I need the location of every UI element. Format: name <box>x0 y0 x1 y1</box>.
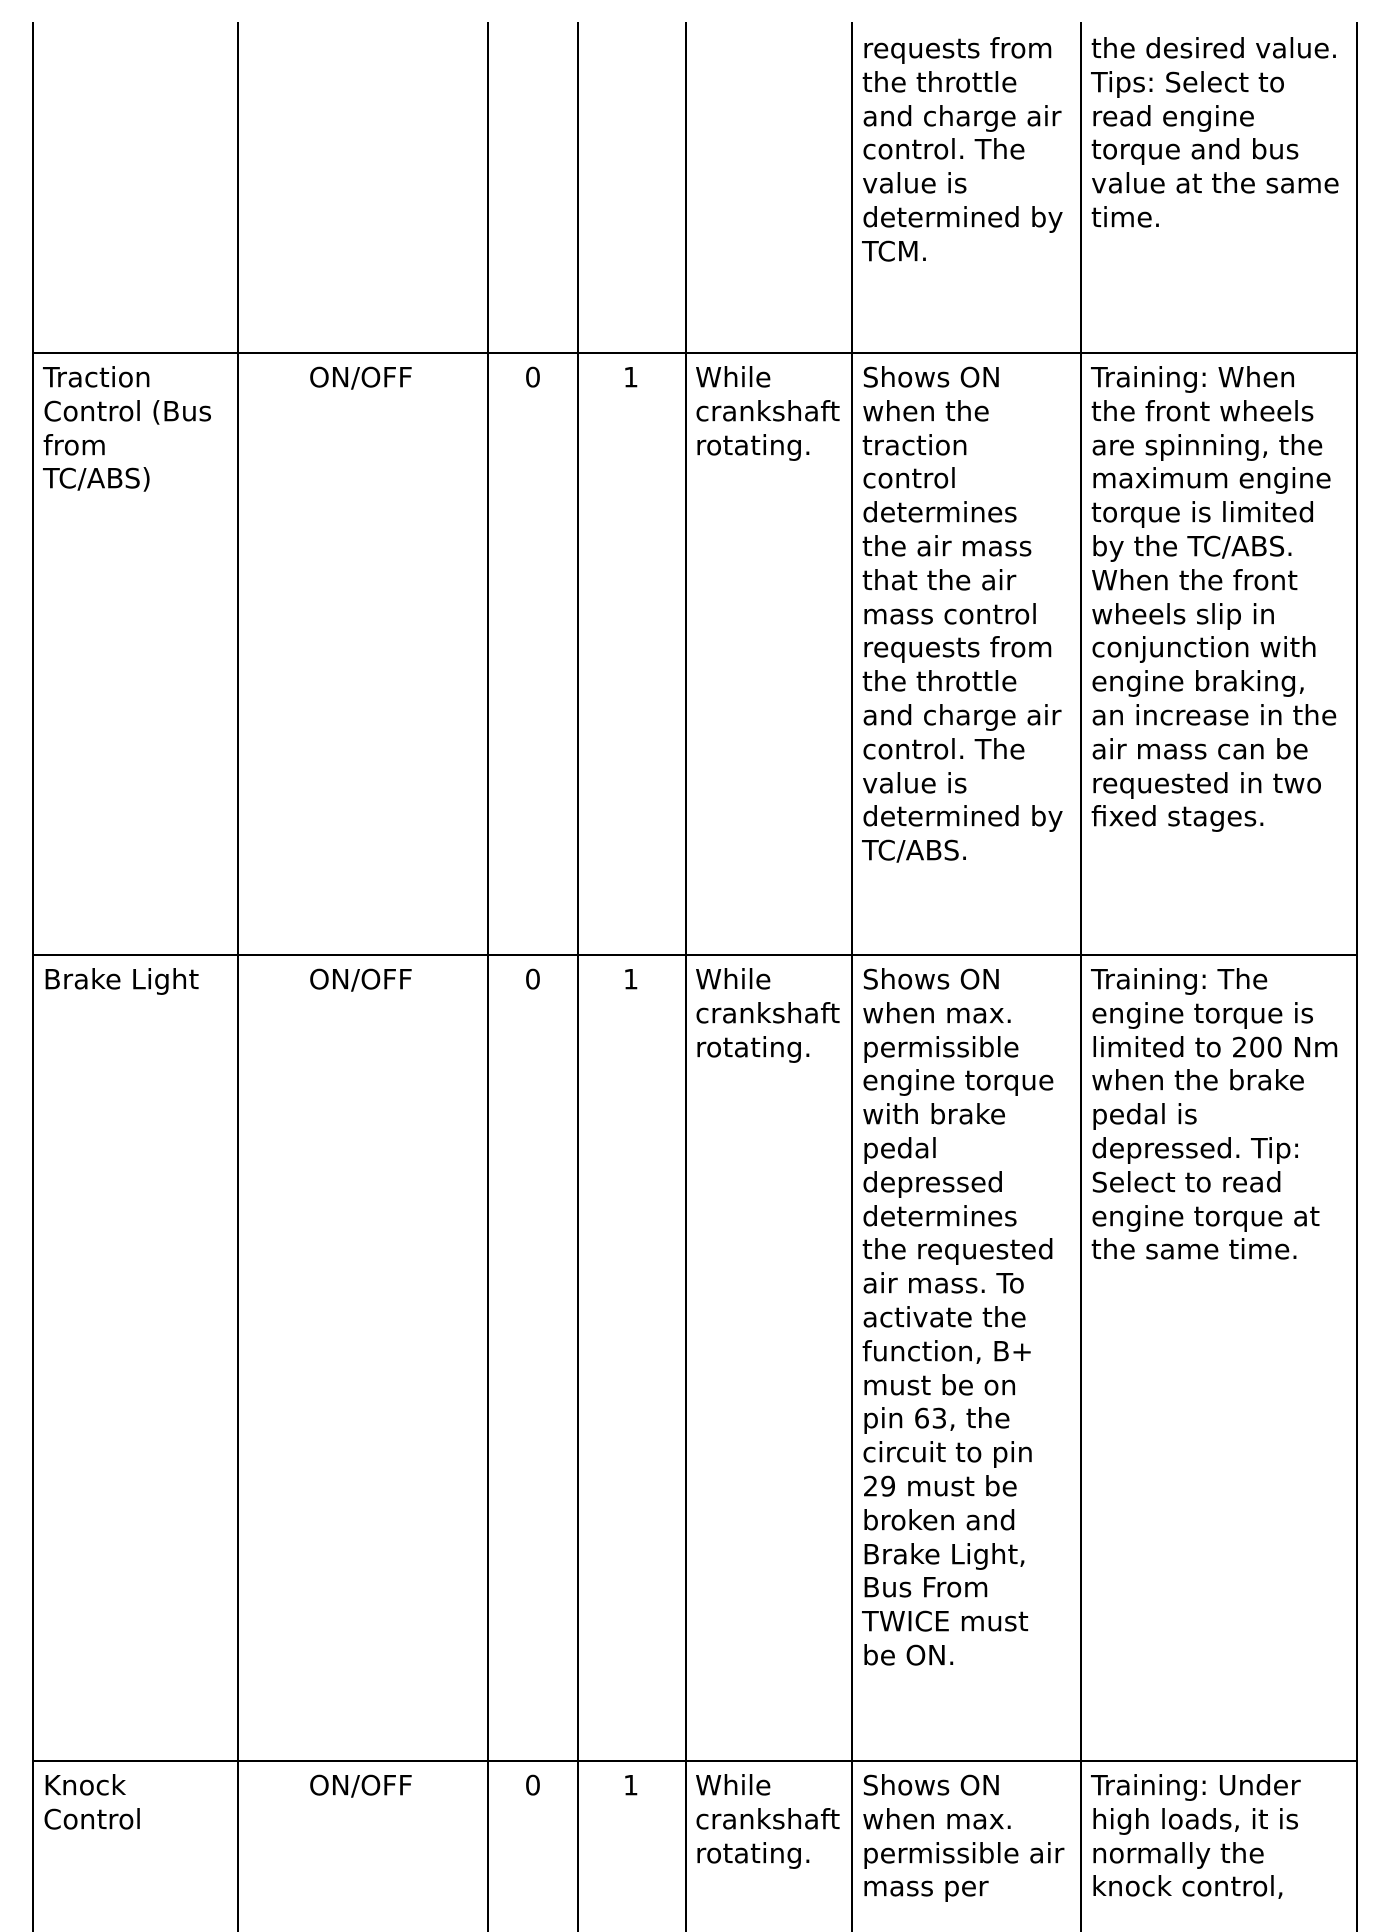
notes-cell-line: engine braking, <box>1091 666 1307 699</box>
notes-cell-line: When the front <box>1091 564 1299 597</box>
condition-cell-line: While <box>695 964 772 996</box>
row-rule <box>32 954 1358 956</box>
notes-cell-line: an increase in the <box>1091 699 1338 732</box>
notes-cell-line: wheels slip in <box>1091 598 1277 631</box>
parameter-name-cell-line: Control <box>43 1803 143 1836</box>
description-cell-line: depressed <box>862 1166 1005 1199</box>
notes-cell-line: torque and bus <box>1091 134 1300 167</box>
notes-cell-line: are spinning, the <box>1091 429 1324 462</box>
description-cell-line: requests from <box>862 632 1054 665</box>
notes-cell-line: depressed. Tip: <box>1091 1132 1302 1165</box>
description-cell-line: air mass. To <box>862 1268 1026 1301</box>
parameter-name-cell <box>43 362 213 497</box>
description-cell-line: when max. <box>862 997 1014 1030</box>
description-cell-line: mass per <box>862 1871 989 1904</box>
unit-cell: ON/OFF <box>308 362 414 394</box>
notes-cell-line: pedal is <box>1091 1099 1199 1132</box>
notes-cell-line: high loads, it is <box>1091 1803 1300 1836</box>
notes-cell <box>1091 964 1340 1268</box>
description-cell-line: and charge air <box>862 699 1062 732</box>
column-rule <box>851 22 853 1932</box>
description-cell-line: value is <box>862 767 968 800</box>
description-cell-line: control <box>862 463 958 496</box>
unit-cell: ON/OFF <box>308 964 414 996</box>
column-rule <box>32 22 34 1932</box>
parameter-name-cell-line: Brake Light <box>43 964 200 996</box>
condition-cell-line: rotating. <box>695 1837 813 1870</box>
description-cell-line: function, B+ <box>862 1335 1034 1368</box>
description-cell-line: Brake Light, <box>862 1538 1027 1571</box>
parameter-name-cell-line: Traction <box>43 362 152 394</box>
description-cell-line: with brake <box>862 1099 1007 1132</box>
description-cell-line: pin 63, the <box>862 1403 1011 1436</box>
notes-cell-line: the front wheels <box>1091 395 1315 428</box>
notes-cell-line: conjunction with <box>1091 632 1318 665</box>
description-cell-line: the throttle <box>862 666 1018 699</box>
notes-cell-line: requested in two <box>1091 767 1323 800</box>
notes-cell-line: fixed stages. <box>1091 801 1267 834</box>
condition-cell-line: While <box>695 1770 772 1802</box>
condition-cell <box>695 964 840 1065</box>
description-cell-line: requests from <box>862 33 1054 65</box>
description-cell-line: the air mass <box>862 530 1033 563</box>
notes-cell-line: torque is limited <box>1091 497 1316 530</box>
description-cell-line: control. The <box>862 134 1026 167</box>
condition-cell-line: crankshaft <box>695 997 841 1030</box>
notes-cell-line: normally the <box>1091 1837 1266 1870</box>
column-rule <box>1356 22 1358 1932</box>
min-value-cell: 0 <box>524 362 542 394</box>
description-cell-line: must be on <box>862 1369 1018 1402</box>
description-cell-line: circuit to pin <box>862 1437 1035 1470</box>
min-value-cell: 0 <box>524 964 542 996</box>
notes-cell-line: Tips: Select to <box>1091 66 1286 99</box>
condition-cell <box>695 362 840 463</box>
description-cell-line: permissible <box>862 1031 1020 1064</box>
notes-cell-line: knock control, <box>1091 1871 1286 1904</box>
description-cell-line: value is <box>862 168 968 201</box>
notes-cell-line: Training: Under <box>1091 1770 1301 1802</box>
notes-cell-line: air mass can be <box>1091 733 1310 766</box>
notes-cell-line: the same time. <box>1091 1234 1300 1267</box>
notes-cell-line: maximum engine <box>1091 463 1333 496</box>
notes-cell-line: limited to 200 Nm <box>1091 1031 1340 1064</box>
max-value-cell: 1 <box>622 964 640 996</box>
condition-cell-line: While <box>695 362 772 394</box>
parameter-name-cell <box>43 1770 142 1838</box>
notes-cell-line: Training: The <box>1091 964 1269 996</box>
condition-cell <box>695 1770 840 1871</box>
description-cell-line: Shows ON <box>862 964 1002 996</box>
description-cell-line: mass control <box>862 598 1039 631</box>
column-rule <box>685 22 687 1932</box>
notes-cell-line: Training: When <box>1091 362 1297 394</box>
description-cell-line: pedal <box>862 1132 939 1165</box>
description-cell-line: that the air <box>862 564 1017 597</box>
description-cell-line: permissible air <box>862 1837 1065 1870</box>
parameter-name-cell-line: TC/ABS) <box>43 463 153 496</box>
description-cell-line: when the <box>862 395 991 428</box>
description-cell-line: Shows ON <box>862 362 1002 394</box>
description-cell-line: the throttle <box>862 66 1018 99</box>
description-cell-line: determines <box>862 1200 1019 1233</box>
notes-cell-line: by the TC/ABS. <box>1091 530 1295 563</box>
notes-cell-line: time. <box>1091 201 1162 234</box>
parameter-name-cell-line: Control (Bus <box>43 395 213 428</box>
description-cell-line: engine torque <box>862 1065 1055 1098</box>
condition-cell-line: crankshaft <box>695 1803 841 1836</box>
description-cell-line: activate the <box>862 1301 1028 1334</box>
row-rule <box>32 1760 1358 1762</box>
notes-cell-line: value at the same <box>1091 168 1340 201</box>
condition-cell-line: rotating. <box>695 1031 813 1064</box>
description-cell-line: TWICE must <box>862 1606 1029 1639</box>
notes-cell-line: the desired value. <box>1091 33 1339 65</box>
notes-cell-line: read engine <box>1091 100 1256 133</box>
description-cell-line: determined by <box>862 201 1064 234</box>
max-value-cell: 1 <box>622 1770 640 1802</box>
description-cell <box>862 1770 1064 1905</box>
parameter-name-cell-line: Knock <box>43 1770 127 1802</box>
description-cell-line: TCM. <box>862 235 929 268</box>
unit-cell: ON/OFF <box>308 1770 414 1802</box>
description-cell-line: TC/ABS. <box>862 835 970 868</box>
notes-cell-line: engine torque at <box>1091 1200 1321 1233</box>
description-cell-line: Shows ON <box>862 1770 1002 1802</box>
min-value-cell: 0 <box>524 1770 542 1802</box>
column-rule <box>1080 22 1082 1932</box>
description-cell-line: determines <box>862 497 1019 530</box>
condition-cell-line: rotating. <box>695 429 813 462</box>
description-cell-line: broken and <box>862 1504 1017 1537</box>
notes-cell-line: Select to read <box>1091 1166 1283 1199</box>
condition-cell-line: crankshaft <box>695 395 841 428</box>
description-cell-line: 29 must be <box>862 1470 1019 1503</box>
notes-cell-line: when the brake <box>1091 1065 1306 1098</box>
notes-cell <box>1091 33 1340 236</box>
description-cell <box>862 33 1064 270</box>
description-cell-line: determined by <box>862 801 1064 834</box>
description-cell-line: be ON. <box>862 1639 957 1672</box>
description-cell-line: control. The <box>862 733 1026 766</box>
row-rule <box>32 352 1358 354</box>
parameter-name-cell-line: from <box>43 429 107 462</box>
notes-cell-line: engine torque is <box>1091 997 1315 1030</box>
description-cell <box>862 964 1055 1674</box>
description-cell-line: and charge air <box>862 100 1062 133</box>
description-cell-line: traction <box>862 429 969 462</box>
parameter-name-cell <box>43 964 199 998</box>
description-cell <box>862 362 1064 869</box>
description-cell-line: the requested <box>862 1234 1055 1267</box>
notes-cell <box>1091 362 1338 835</box>
description-cell-line: when max. <box>862 1803 1014 1836</box>
description-cell-line: Bus From <box>862 1572 990 1605</box>
max-value-cell: 1 <box>622 362 640 394</box>
notes-cell <box>1091 1770 1301 1905</box>
